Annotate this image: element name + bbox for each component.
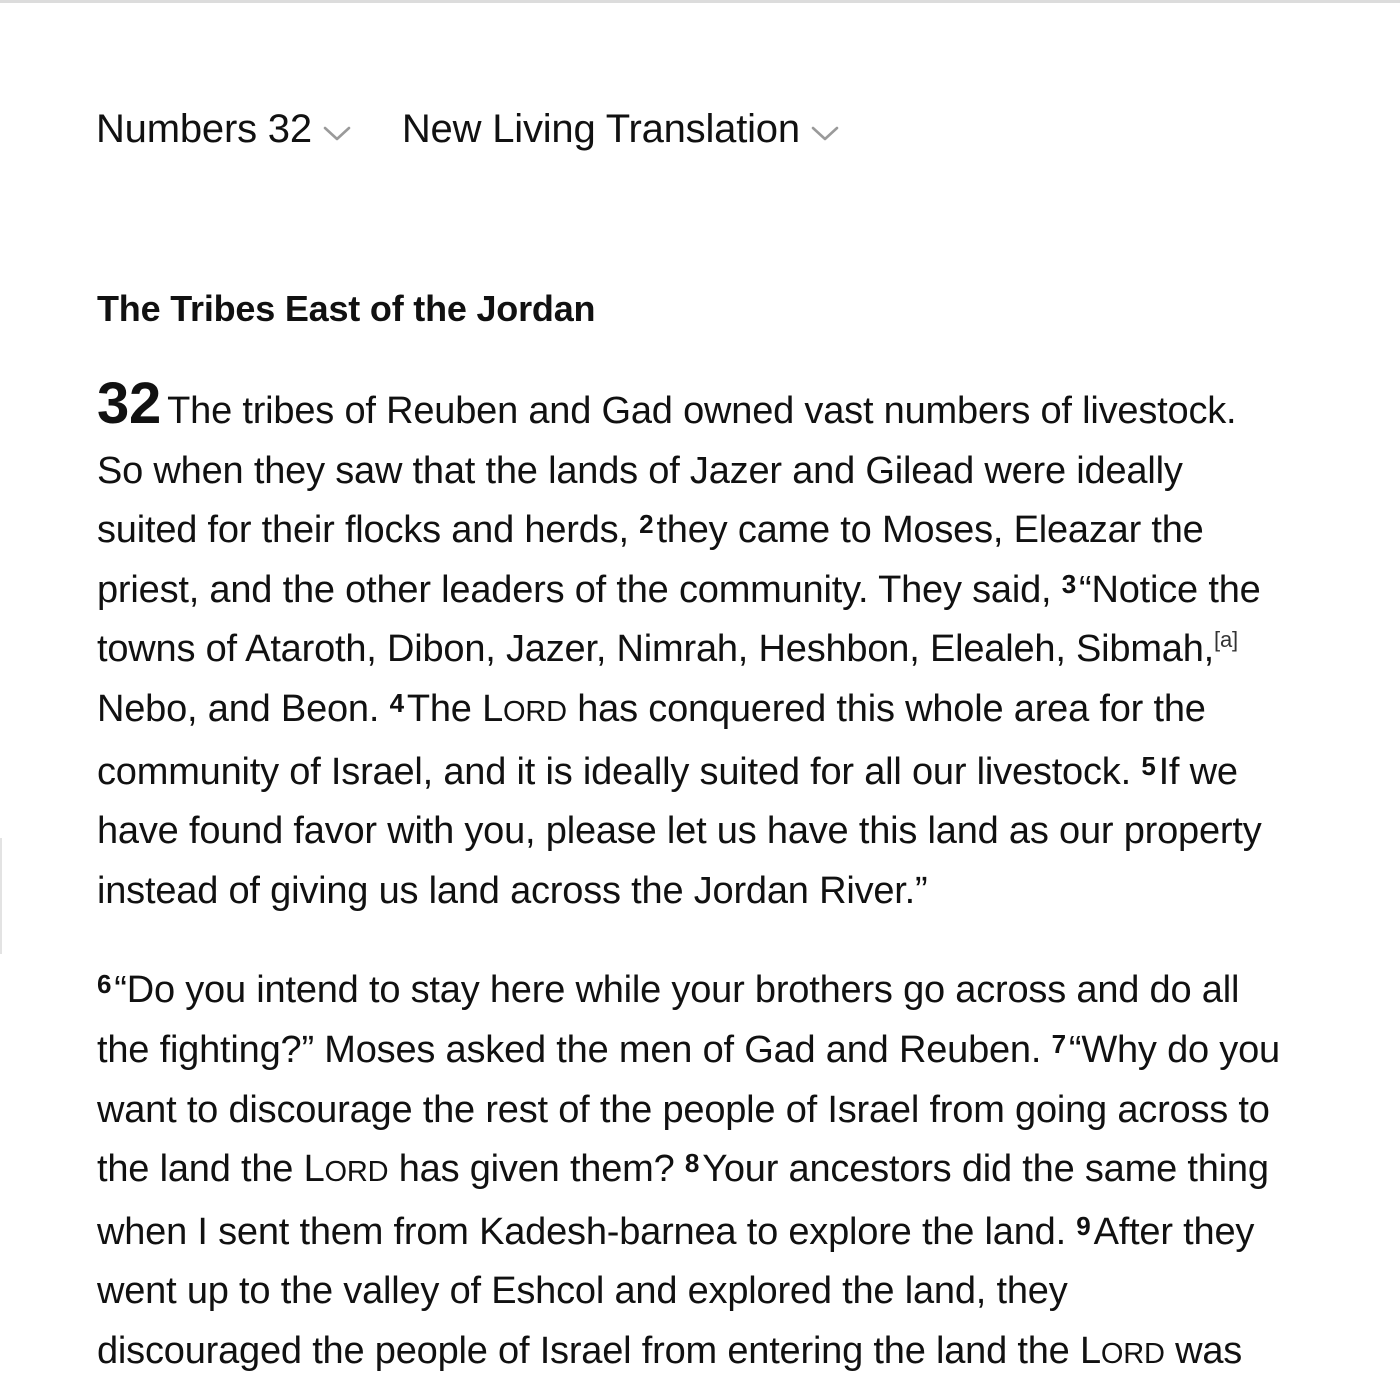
text-line: suited for their flocks and herds, $^2$they came to Moses, Eleazar the: [97, 509, 1204, 552]
text-line: So when they saw that the lands of Jazer and Gilead were ideally: [97, 449, 1183, 492]
text-line: 32 The tribes of Reuben and Gad owned vast numbers of livestock.: [97, 371, 1237, 436]
passage-navigation: [96, 104, 840, 154]
divine-name: LORD: [303, 1148, 389, 1191]
divine-name: LORD: [1079, 1329, 1165, 1372]
text-line: community of Israel, and it is ideally suited for all our livestock. $^5$If we: [97, 750, 1238, 793]
verse-number: 3: [1061, 568, 1077, 599]
translation-selector[interactable]: [402, 107, 840, 152]
top-divider: [0, 0, 1400, 3]
text-line: have found favor with you, please let us have this land as our property: [97, 810, 1262, 853]
text-line: Nebo, and Beon. $^4$The LORD has conquered this whole area for the: [97, 687, 1206, 730]
text-line: towns of Ataroth, Dibon, Jazer, Nimrah, Heshbon, Elealeh, Sibmah,[a]: [97, 627, 1238, 671]
paragraph: [97, 371, 1400, 921]
scroll-edge-indicator: [0, 838, 2, 954]
text-line: instead of giving us land across the Jordan River.”: [97, 869, 928, 912]
text-line: the land the LORD has given them? $^8$Your ancestors did the same thing: [97, 1148, 1269, 1191]
paragraph: [97, 961, 1400, 1384]
verse-number: 9: [1076, 1210, 1091, 1241]
divine-name: LORD: [482, 687, 567, 730]
text-line: priest, and the other leaders of the community. They said, $^3$“Notice the: [97, 568, 1261, 611]
translation-label: New Living Translation: [401, 106, 800, 151]
text-line: went up to the valley of Eshcol and explored the land, they: [97, 1270, 1068, 1313]
scripture-passage: [97, 371, 1400, 1385]
text-line: the fighting?” Moses asked the men of Gad and Reuben. $^7$“Why do you: [97, 1028, 1280, 1071]
chapter-number: 32: [97, 371, 162, 436]
book-chapter-label: Numbers 32: [96, 106, 312, 151]
text-line: discouraged the people of Israel from entering the land the LORD was: [97, 1329, 1243, 1372]
verse-number: 7: [1051, 1028, 1066, 1059]
section-heading: The Tribes East of the Jordan: [97, 288, 596, 329]
chevron-down-icon: [322, 123, 352, 143]
footnote-link[interactable]: [a]: [1214, 627, 1238, 653]
verse-number: 2: [639, 509, 654, 540]
verse-number: 5: [1141, 750, 1156, 781]
verse-number: 8: [684, 1148, 700, 1179]
text-line: $^6$“Do you intend to stay here while your brothers go across and do all: [97, 969, 1240, 1012]
verse-number: 6: [97, 969, 112, 1000]
chevron-down-icon: [810, 123, 840, 143]
text-line: when I sent them from Kadesh-barnea to explore the land. $^9$After they: [97, 1210, 1255, 1253]
book-chapter-selector[interactable]: [96, 107, 352, 152]
verse-number: 4: [389, 687, 404, 718]
text-line: want to discourage the rest of the people of Israel from going across to: [97, 1088, 1270, 1131]
